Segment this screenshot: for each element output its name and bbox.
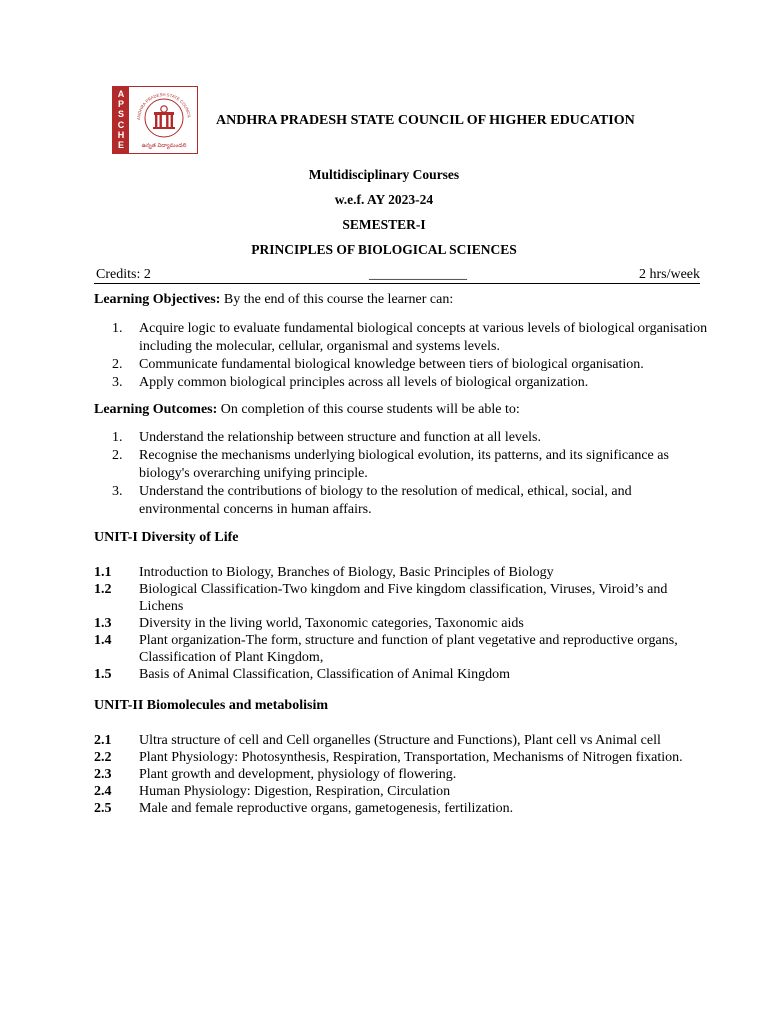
item-text: Understand the contributions of biology to the resolution of medical, ethical, social, and environmental concerns in human affairs.	[139, 484, 632, 517]
list-item	[112, 429, 712, 447]
logo-letter: C	[117, 119, 125, 130]
topic-text: Male and female reproductive organs, gametogenesis, fertilization.	[139, 801, 514, 816]
logo-letter: A	[117, 88, 125, 99]
logo-letter: E	[117, 140, 124, 151]
topic-number: 1.2	[94, 582, 112, 597]
item-text: Recognise the mechanisms underlying biological evolution, its patterns, and its significance as biology's overarching unifying principle.	[139, 448, 669, 481]
learning-objectives-intro	[94, 292, 453, 308]
topic-text: Ultra structure of cell and Cell organelles (Structure and Functions), Plant cell vs Animal cell	[139, 733, 661, 748]
list-item	[112, 447, 712, 483]
item-number: 3.	[112, 484, 123, 499]
item-number: 1.	[112, 321, 123, 336]
topic-text: Diversity in the living world, Taxonomic categories, Taxonomic aids	[139, 616, 524, 631]
learning-objectives-list	[112, 320, 712, 392]
credits-line	[94, 267, 700, 284]
topic-row	[94, 800, 706, 817]
council-title: ANDHRA PRADESH STATE COUNCIL OF HIGHER EDUCATION	[216, 113, 635, 128]
credits-blank: ______________	[369, 267, 467, 282]
item-number: 1.	[112, 430, 123, 445]
item-number: 3.	[112, 375, 123, 390]
topic-number: 1.1	[94, 565, 112, 580]
hours-per-week: 2 hrs/week	[638, 267, 700, 282]
apsche-logo	[112, 86, 198, 154]
topic-text: Plant Physiology: Photosynthesis, Respiration, Transportation, Mechanisms of Nitrogen fixation.	[139, 750, 683, 765]
topic-number: 2.5	[94, 801, 112, 816]
topic-number: 2.2	[94, 750, 112, 765]
logo-letter: S	[117, 109, 124, 120]
item-text: Understand the relationship between structure and function at all levels.	[139, 430, 541, 445]
topic-row	[94, 766, 706, 783]
credits-value: Credits: 2	[96, 267, 151, 282]
learning-outcomes-intro	[94, 402, 520, 418]
list-item	[112, 356, 712, 374]
logo-motto: ఉన్నత విద్యామండలి	[141, 143, 187, 149]
unit-2-topics	[94, 732, 706, 817]
topic-row	[94, 615, 706, 632]
topic-number: 2.4	[94, 784, 112, 799]
topic-row	[94, 732, 706, 749]
learning-outcomes-text: On completion of this course students will be able to:	[217, 402, 520, 417]
item-number: 2.	[112, 448, 123, 463]
topic-text: Plant growth and development, physiology of flowering.	[139, 767, 457, 782]
unit-2-title: UNIT-II Biomolecules and metabolisim	[94, 698, 329, 713]
course-title: PRINCIPLES OF BIOLOGICAL SCIENCES	[251, 242, 517, 257]
topic-number: 1.4	[94, 633, 112, 648]
item-text: Acquire logic to evaluate fundamental biological concepts at various levels of biological organisation including the molecular, cellular, organismal and systems levels.	[139, 321, 708, 354]
topic-text: Introduction to Biology, Branches of Biology, Basic Principles of Biology	[139, 565, 554, 580]
topic-row	[94, 632, 706, 666]
item-number: 2.	[112, 357, 123, 372]
topic-row	[94, 581, 706, 615]
item-text: Communicate fundamental biological knowledge between tiers of biological organisation.	[139, 357, 644, 372]
topic-number: 2.3	[94, 767, 112, 782]
learning-outcomes-heading: Learning Outcomes:	[94, 402, 218, 417]
list-item	[112, 483, 712, 519]
logo-emblem-icon	[131, 87, 197, 153]
topic-row	[94, 666, 706, 683]
learning-objectives-heading: Learning Objectives:	[94, 292, 221, 307]
semester-line: SEMESTER-I	[342, 217, 426, 232]
topic-row	[94, 749, 706, 766]
topic-text: Plant organization-The form, structure and function of plant vegetative and reproductive organs, Classification of Plant Kingdom,	[139, 633, 678, 665]
topic-text: Basis of Animal Classification, Classification of Animal Kingdom	[139, 667, 510, 682]
topic-row	[94, 783, 706, 800]
topic-row	[94, 564, 706, 581]
logo-ring-text: ANDHRA PRADESH STATE COUNCIL	[135, 91, 192, 121]
topic-number: 1.5	[94, 667, 112, 682]
logo-letter-band	[113, 87, 129, 153]
unit-1-topics	[94, 564, 706, 683]
logo-letter: P	[117, 98, 124, 109]
topic-text: Biological Classification-Two kingdom and Five kingdom classification, Viruses, Viroid’s and Lichens	[139, 582, 668, 614]
learning-objectives-text: By the end of this course the learner can:	[220, 292, 454, 307]
item-text: Apply common biological principles across all levels of biological organization.	[139, 375, 589, 390]
topic-number: 1.3	[94, 616, 112, 631]
course-type: Multidisciplinary Courses	[308, 167, 460, 182]
wef-line: w.e.f. AY 2023-24	[334, 192, 434, 207]
topic-text: Human Physiology: Digestion, Respiration, Circulation	[139, 784, 451, 799]
list-item	[112, 320, 712, 356]
topic-number: 2.1	[94, 733, 112, 748]
logo-letter: H	[117, 129, 125, 140]
unit-1-title: UNIT-I Diversity of Life	[94, 530, 239, 545]
learning-outcomes-list	[112, 429, 712, 519]
list-item	[112, 374, 712, 392]
